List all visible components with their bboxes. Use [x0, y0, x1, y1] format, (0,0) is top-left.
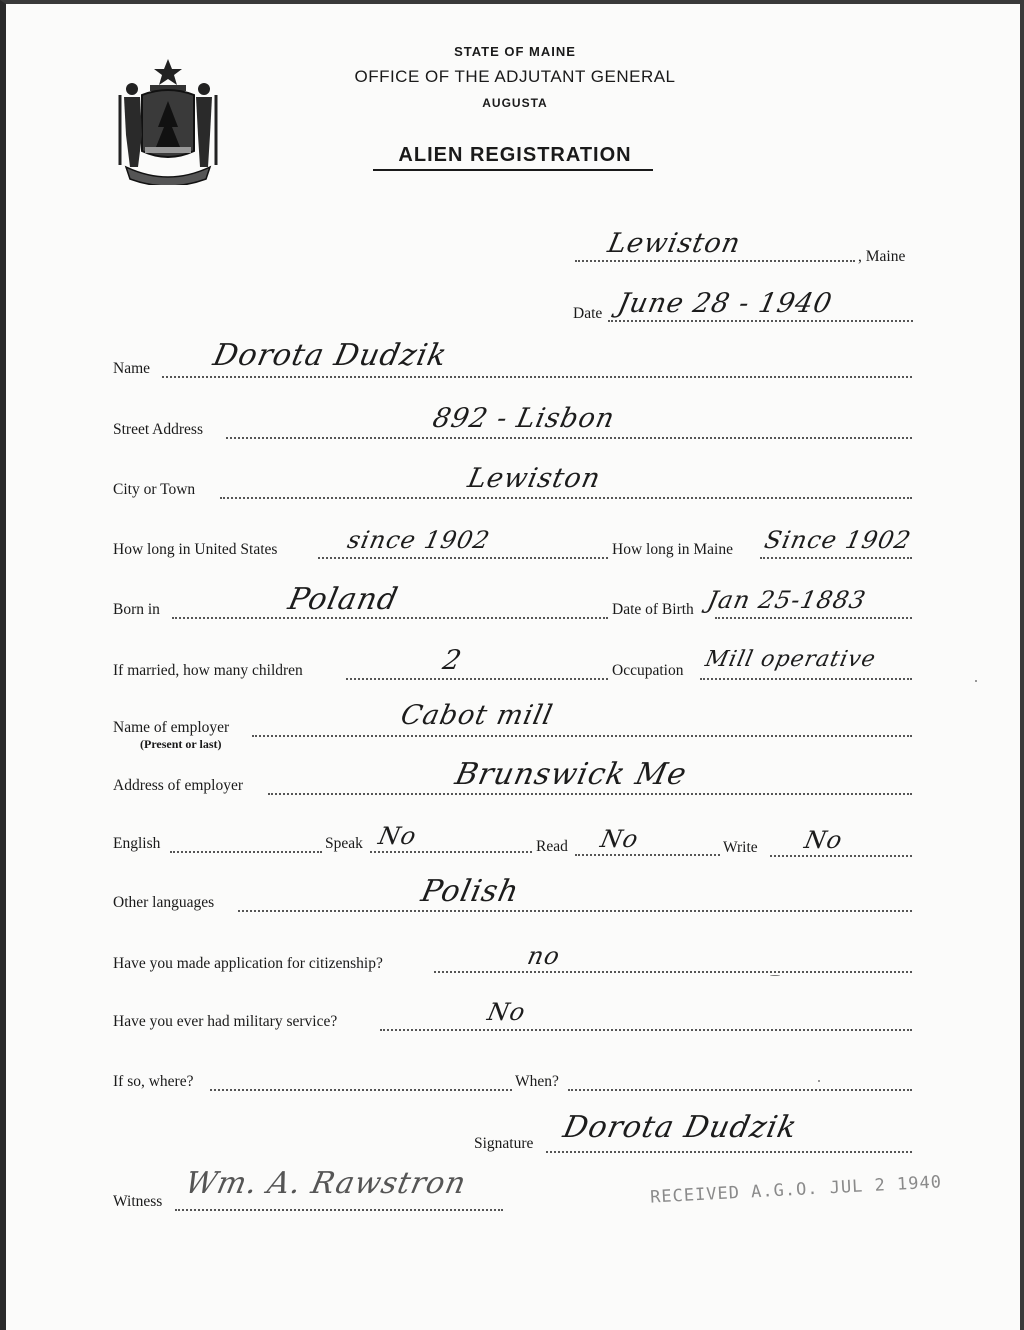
other-languages-label: Other languages: [113, 894, 215, 911]
citizenship-line: [434, 971, 912, 973]
how-long-us-line: [318, 557, 608, 559]
city-line: [220, 497, 912, 499]
employer-note: (Present or last): [140, 737, 222, 751]
born-in-label: Born in: [113, 601, 160, 618]
other-languages-line: [238, 910, 912, 912]
header-office: OFFICE OF THE ADJUTANT GENERAL: [354, 67, 676, 86]
speak-label: Speak: [325, 835, 363, 852]
read-value: No: [598, 825, 642, 853]
form-title: ALIEN REGISTRATION: [398, 144, 632, 166]
signature-line: [546, 1151, 912, 1153]
speak-value: No: [376, 822, 420, 850]
when-label: When?: [515, 1073, 559, 1090]
military-line: [380, 1029, 912, 1031]
how-long-maine-label: How long in Maine: [612, 541, 733, 558]
occupation-line: [700, 678, 912, 680]
city-label: City or Town: [113, 481, 196, 498]
place-line: [575, 260, 855, 262]
how-long-maine-line: [760, 557, 912, 559]
citizenship-label: Have you made application for citizenship?: [113, 955, 383, 972]
signature-value: Dorota Dudzik: [560, 1110, 801, 1145]
witness-line: [175, 1209, 503, 1211]
where-line: [210, 1089, 512, 1091]
how-long-us-value: since 1902: [345, 526, 493, 554]
scan-speck: [818, 1080, 820, 1082]
name-label: Name: [113, 360, 151, 377]
occupation-label: Occupation: [612, 662, 684, 679]
children-line: [346, 678, 608, 680]
date-of-birth-label: Date of Birth: [612, 601, 694, 618]
employer-address-line: [268, 793, 912, 795]
name-value: Dorota Dudzik: [210, 338, 451, 373]
speak-line: [370, 851, 532, 853]
when-line: [568, 1089, 912, 1091]
place-value: Lewiston: [605, 228, 744, 259]
other-languages-value: Polish: [418, 874, 523, 909]
how-long-us-label: How long in United States: [113, 541, 278, 558]
write-value: No: [802, 826, 846, 854]
born-in-line: [172, 617, 608, 619]
witness-value: Wm. A. Rawstron: [182, 1166, 470, 1201]
english-line: [170, 851, 322, 853]
date-value: June 28 - 1940: [615, 288, 836, 319]
born-in-value: Poland: [285, 582, 402, 617]
date-label: Date: [573, 305, 603, 322]
scan-speck: [770, 975, 780, 976]
received-stamp: RECEIVED A.G.O. JUL 2 1940: [649, 1172, 943, 1208]
military-value: No: [485, 998, 529, 1026]
employer-name-value: Cabot mill: [398, 700, 556, 731]
military-label: Have you ever had military service?: [113, 1013, 338, 1030]
street-label: Street Address: [113, 421, 203, 438]
occupation-value: Mill operative: [703, 647, 879, 672]
date-of-birth-value: Jan 25-1883: [705, 586, 869, 614]
witness-label: Witness: [113, 1193, 163, 1210]
city-value: Lewiston: [465, 463, 604, 494]
date-line: [608, 320, 913, 322]
write-line: [770, 855, 912, 857]
street-value: 892 - Lisbon: [430, 403, 618, 434]
date-of-birth-line: [715, 617, 912, 619]
read-line: [575, 854, 720, 856]
how-long-maine-value: Since 1902: [762, 526, 914, 554]
children-value: 2: [440, 645, 465, 676]
employer-address-label: Address of employer: [113, 777, 243, 794]
read-label: Read: [536, 838, 568, 855]
name-line: [162, 376, 912, 378]
employer-address-value: Brunswick Me: [452, 757, 691, 792]
children-label: If married, how many children: [113, 662, 303, 679]
scan-speck: [975, 680, 977, 682]
title-underline: [373, 169, 653, 171]
header-city: AUGUSTA: [482, 96, 548, 110]
employer-name-label: Name of employer: [113, 719, 230, 736]
write-label: Write: [723, 839, 758, 856]
maine-label: , Maine: [858, 248, 906, 265]
where-label: If so, where?: [113, 1073, 194, 1090]
employer-name-line: [252, 735, 912, 737]
header-state: STATE OF MAINE: [454, 44, 576, 59]
street-line: [226, 437, 912, 439]
citizenship-value: no: [525, 942, 563, 970]
english-label: English: [113, 835, 161, 852]
signature-label: Signature: [474, 1135, 534, 1152]
